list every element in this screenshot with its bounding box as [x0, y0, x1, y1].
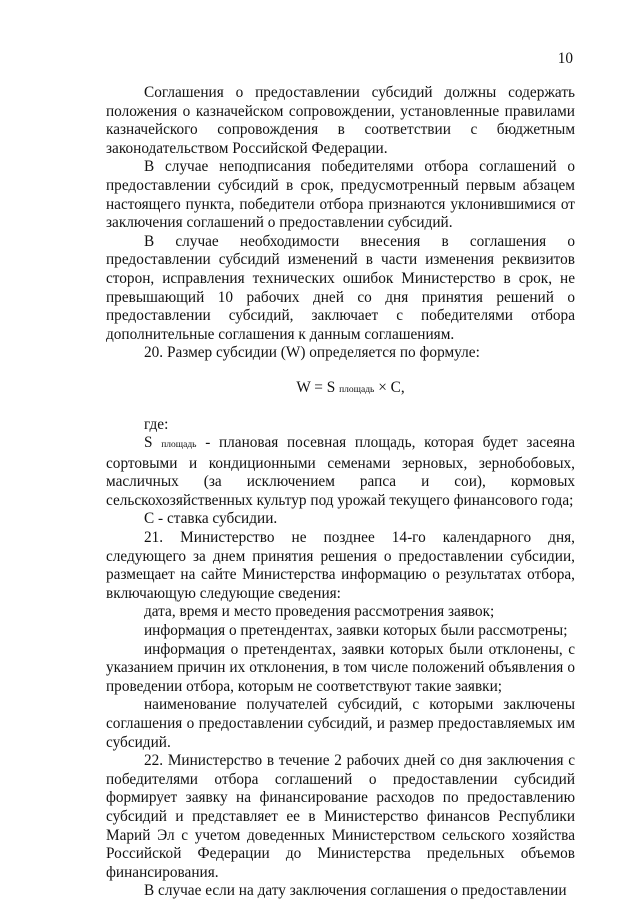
list-item: информация о претендентах, заявки которых были отклонены, с указанием причин их отклонения, в том числе положений объявления о проведении отбора, которым не соответствуют такие заявки;	[106, 640, 575, 695]
s-definition-text: - плановая посевная площадь, которая будет засеяна сортовыми и кондиционными семенами зерновых, зернобобовых, масличных (за исключением рапса и сои), кормовых сельскохозяйственных культур под урожай текущего финансового года;	[106, 434, 576, 509]
paragraph: 22. Министерство в течение 2 рабочих дней со дня заключения с победителями отбора соглашений о предоставлении субсидий формирует заявку на финансирование расходов по предоставлению субсидий и представляет ее в Министерство финансов Республики Марий Эл с учетом доведенных Министерством сельского хозяйства Российской Федерации до Министерства предельных объемов финансирования.	[106, 752, 575, 881]
where-label: где:	[144, 415, 169, 433]
c-definition: С - ставка субсидии.	[144, 510, 278, 528]
formula-left: W = S	[296, 378, 336, 396]
paragraph: Соглашения о предоставлении субсидий должны содержать положения о казначейском сопровождении, установленные правилами казначейского сопровождения в соответствии с бюджетным законодательством Российской Федерации.	[106, 84, 575, 157]
paragraph: В случае необходимости внесения в соглашения о предоставлении субсидий изменений в части изменения реквизитов сторон, исправления технических ошибок Министерство в срок, не превышающий 10 рабочих дней со дня принятия решений о предоставлении субсидий, заключает с победителями отбора дополнительные соглашения к данным соглашениям.	[106, 232, 575, 343]
s-subscript: площадь	[161, 440, 197, 451]
page-number: 10	[557, 50, 573, 67]
formula-subscript: площадь	[339, 384, 375, 395]
list-item: наименование получателей субсидий, с которыми заключены соглашения о предоставлении субсидий, и размер предоставляемых им субсидий.	[106, 696, 575, 751]
formula	[106, 379, 575, 400]
list-item: информация о претендентах, заявки которых были рассмотрены;	[144, 622, 568, 640]
paragraph: В случае неподписания победителями отбора соглашений о предоставлении субсидий в срок, предусмотренный первым абзацем настоящего пункта, победители отбора признаются уклонившимися от заключения соглашений о предоставлении субсидий.	[106, 158, 575, 232]
s-symbol: S	[144, 434, 153, 452]
list-item: дата, время и место проведения рассмотрения заявок;	[144, 603, 495, 621]
paragraph: 21. Министерство не позднее 14-го календарного дня, следующего за днем принятия решения о предоставлении субсидии, размещает на сайте Министерства информацию о результатах отбора, включающую следующие сведения:	[106, 529, 575, 602]
formula-right: × С,	[374, 378, 405, 396]
paragraph: В случае если на дату заключения соглашения о предоставлении	[144, 882, 567, 900]
document-body	[106, 84, 575, 901]
paragraph: 20. Размер субсидии (W) определяется по формуле:	[144, 344, 480, 362]
s-definition	[106, 434, 575, 510]
